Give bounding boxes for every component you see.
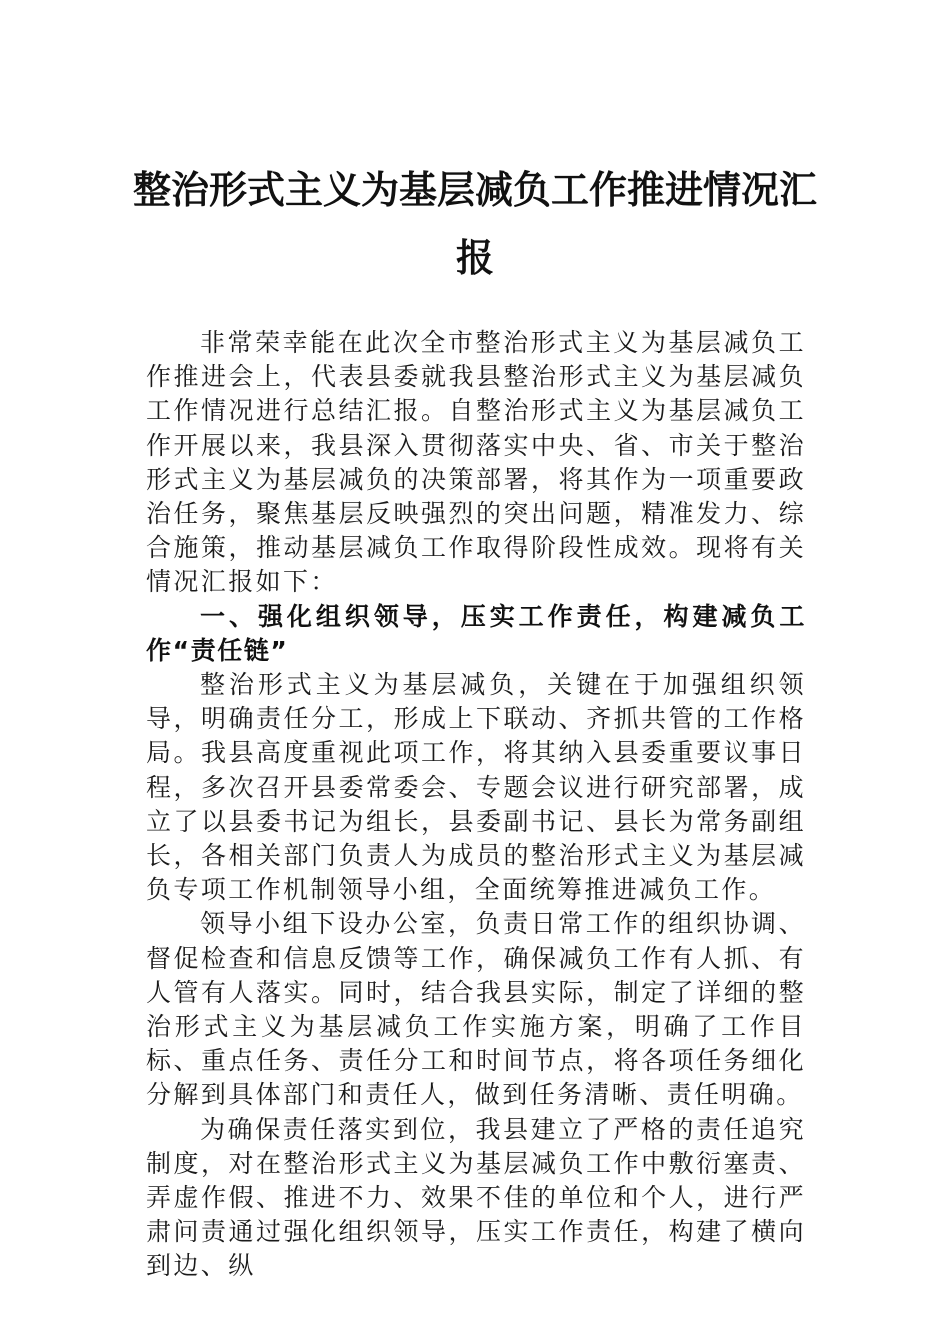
paragraph: 领导小组下设办公室，负责日常工作的组织协调、督促检查和信息反馈等工作，确保减负工作有人抓、有人管有人落实。同时，结合我县实际，制定了详细的整治形式主义为基层减负工作实施方案，明确了工作目标、重点任务、责任分工和时间节点，将各项任务细化分解到具体部门和责任人，做到任务清晰、责任明确。 [146, 909, 806, 1110]
paragraph: 整治形式主义为基层减负，关键在于加强组织领导，明确责任分工，形成上下联动、齐抓共管的工作格局。我县高度重视此项工作，将其纳入县委重要议事日程，多次召开县委常委会、专题会议进行研究部署，成立了以县委书记为组长，县委副书记、县长为常务副组长，各相关部门负责人为成员的整治形式主义为基层减负专项工作机制领导小组，全面统筹推进减负工作。 [146, 670, 806, 905]
paragraph-intro: 非常荣幸能在此次全市整治形式主义为基层减负工作推进会上，代表县委就我县整治形式主义为基层减负工作情况进行总结汇报。自整治形式主义为基层减负工作开展以来，我县深入贯彻落实中央、省、市关于整治形式主义为基层减负的决策部署，将其作为一项重要政治任务，聚焦基层反映强烈的突出问题，精准发力、综合施策，推动基层减负工作取得阶段性成效。现将有关情况汇报如下： [146, 328, 806, 597]
paragraph: 为确保责任落实到位，我县建立了严格的责任追究制度，对在整治形式主义为基层减负工作中敷衍塞责、弄虚作假、推进不力、效果不佳的单位和个人，进行严肃问责通过强化组织领导，压实工作责任，构建了横向到边、纵 [146, 1114, 806, 1281]
title-line-2: 报 [455, 235, 494, 280]
title-line-1: 整治形式主义为基层减负工作推进情况汇 [132, 167, 817, 212]
document-title [0, 156, 950, 292]
document-body [146, 326, 806, 1284]
section-heading-1: 一、强化组织领导，压实工作责任，构建减负工作“责任链” [146, 601, 806, 665]
